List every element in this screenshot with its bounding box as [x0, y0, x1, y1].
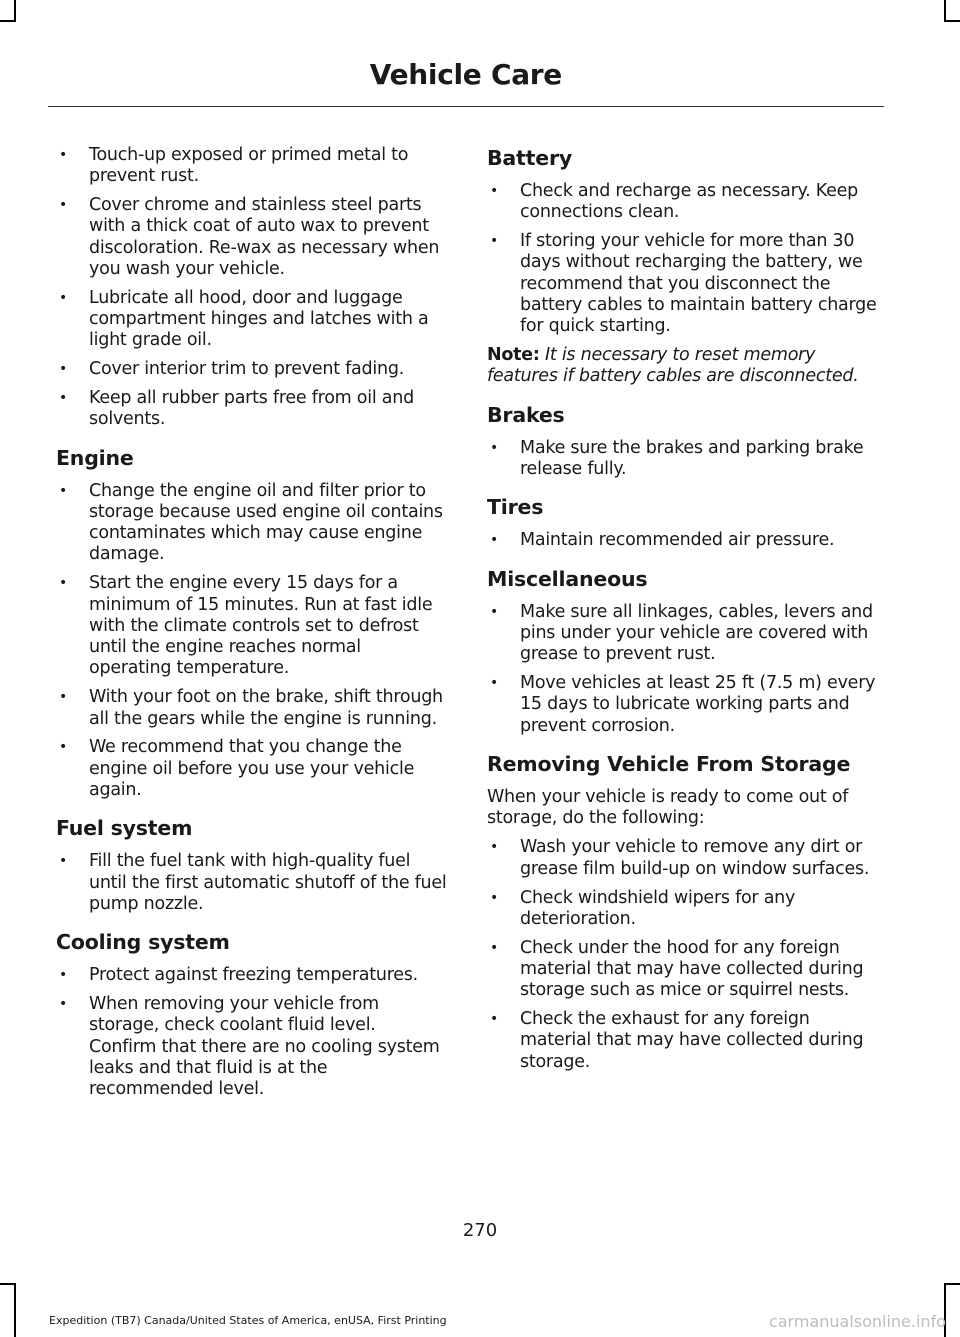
- note-text: It is necessary to reset memory features if battery cables are disconnected.: [487, 345, 859, 387]
- list-item: • Change the engine oil and filter prior to storage because used engine oil contains contaminates which may cause engine damage.: [56, 481, 448, 566]
- note-label: Note:: [487, 345, 540, 366]
- section-heading-engine: Engine: [56, 445, 134, 470]
- list-item: • Start the engine every 15 days for a minimum of 15 minutes. Run at fast idle with the climate controls set to defrost until the engine reaches normal operating temperature.: [56, 573, 448, 679]
- crop-mark-bottom-left-horizontal: [0, 1283, 16, 1285]
- left-column: [56, 145, 448, 1108]
- tires-list: [487, 530, 880, 551]
- watermark-text: carmanualsonline.info: [768, 1312, 946, 1331]
- list-item: • Keep all rubber parts free from oil and solvents.: [56, 388, 448, 431]
- fuel-system-list: [56, 851, 448, 915]
- page-title: Vehicle Care: [369, 58, 562, 91]
- list-item: • Cover interior trim to prevent fading.: [56, 359, 448, 380]
- list-item: • Touch-up exposed or primed metal to prevent rust.: [56, 145, 448, 188]
- battery-note: [487, 345, 880, 388]
- footer-edition-text: Expedition (TB7) Canada/United States of America, enUSA, First Printing: [49, 1314, 447, 1327]
- list-item: • Check and recharge as necessary. Keep connections clean.: [487, 181, 880, 224]
- list-item: • We recommend that you change the engine oil before you use your vehicle again.: [56, 737, 448, 801]
- section-heading-tires: Tires: [487, 495, 544, 520]
- list-item: • If storing your vehicle for more than 30 days without recharging the battery, we recommend that you disconnect the battery cables to maintain battery charge for quick starting.: [487, 231, 880, 337]
- list-item: • Check under the hood for any foreign material that may have collected during storage such as mice or squirrel nests.: [487, 938, 880, 1002]
- cooling-system-list: [56, 965, 448, 1100]
- list-item: • Check the exhaust for any foreign material that may have collected during storage.: [487, 1009, 880, 1073]
- storage-prep-list: [56, 145, 448, 431]
- section-heading-removing-from-storage: Removing Vehicle From Storage: [487, 751, 851, 776]
- list-item: • Wash your vehicle to remove any dirt or grease film build-up on window surfaces.: [487, 837, 880, 880]
- section-heading-cooling-system: Cooling system: [56, 930, 230, 955]
- crop-mark-top-left-vertical: [14, 0, 16, 22]
- miscellaneous-list: [487, 602, 880, 737]
- list-item: • Check windshield wipers for any deterioration.: [487, 888, 880, 931]
- list-item: • With your foot on the brake, shift through all the gears while the engine is running.: [56, 687, 448, 730]
- crop-mark-top-right-horizontal: [944, 20, 960, 22]
- removing-from-storage-list: [487, 837, 880, 1072]
- crop-mark-top-left-horizontal: [0, 20, 16, 22]
- list-item: • Make sure the brakes and parking brake release fully.: [487, 438, 880, 481]
- section-heading-fuel-system: Fuel system: [56, 816, 193, 841]
- right-column: [487, 145, 880, 1080]
- list-item: • Lubricate all hood, door and luggage compartment hinges and latches with a light grade oil.: [56, 288, 448, 352]
- crop-mark-bottom-right-horizontal: [944, 1283, 960, 1285]
- crop-mark-top-right-vertical: [944, 0, 946, 22]
- battery-list: [487, 181, 880, 338]
- list-item: • Make sure all linkages, cables, levers and pins under your vehicle are covered with grease to prevent rust.: [487, 602, 880, 666]
- list-item: • Cover chrome and stainless steel parts with a thick coat of auto wax to prevent discoloration. Re-wax as necessary when you wash your vehicle.: [56, 195, 448, 280]
- crop-mark-bottom-left-vertical: [14, 1283, 16, 1337]
- list-item: • Move vehicles at least 25 ft (7.5 m) every 15 days to lubricate working parts and prevent corrosion.: [487, 673, 880, 737]
- page-number: 270: [462, 1220, 498, 1241]
- section-heading-miscellaneous: Miscellaneous: [487, 566, 648, 591]
- removing-intro: When your vehicle is ready to come out of storage, do the following:: [487, 786, 849, 829]
- section-heading-brakes: Brakes: [487, 402, 565, 427]
- section-heading-battery: Battery: [487, 146, 573, 170]
- list-item: • Fill the fuel tank with high-quality fuel until the first automatic shutoff of the fuel pump nozzle.: [56, 851, 448, 915]
- engine-list: [56, 481, 448, 802]
- list-item: • Maintain recommended air pressure.: [487, 530, 880, 551]
- brakes-list: [487, 438, 880, 481]
- list-item: • When removing your vehicle from storage, check coolant fluid level. Confirm that there are no cooling system leaks and that fluid is at the recommended level.: [56, 994, 448, 1100]
- header-divider: [48, 106, 884, 107]
- list-item: • Protect against freezing temperatures.: [56, 965, 448, 986]
